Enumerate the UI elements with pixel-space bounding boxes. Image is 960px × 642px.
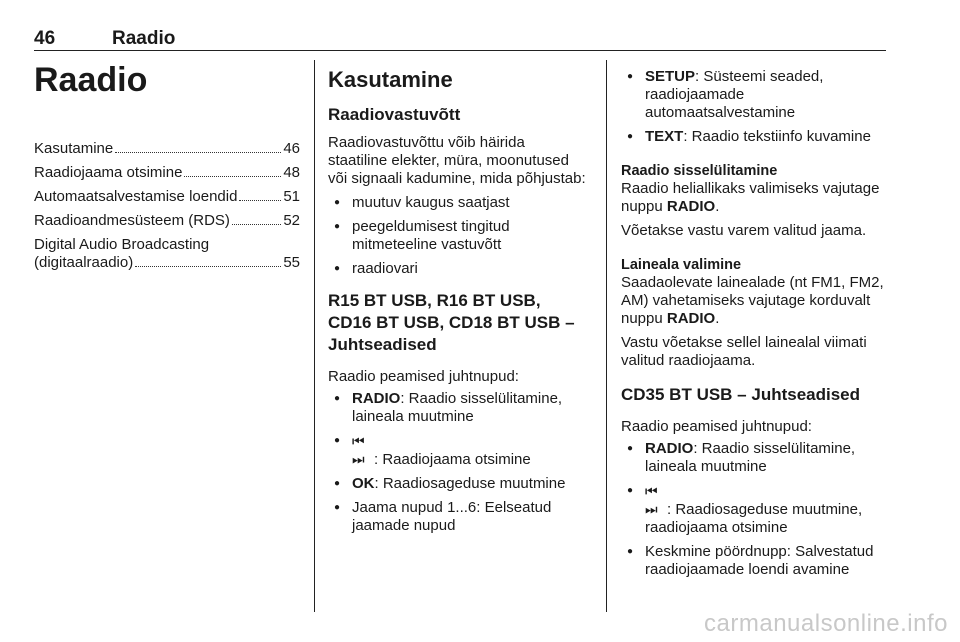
seek-icons: ⏮ ⏭	[645, 483, 657, 517]
key-label: RADIO	[645, 440, 694, 457]
text: .	[715, 310, 720, 327]
content-column-3	[621, 60, 886, 579]
watermark: carmanualsonline.info	[704, 610, 948, 637]
text: Saadaolevate lainealade (nt FM1, FM2, AM) vahetamiseks vajutage korduvalt nuppu	[621, 274, 884, 327]
item-text: : Raadio sisselülitamine, laineala muutmine	[645, 440, 856, 475]
paragraph: Võetakse vastu varem valitud jaama.	[621, 222, 867, 239]
heading-controls-r15: R15 BT USB, R16 BT USB, CD16 BT USB, CD18 BT USB – Juhtseadised	[328, 291, 575, 354]
content-column-2	[328, 60, 588, 535]
toc-page: 48	[283, 164, 300, 181]
list-item: ● Keskmine pöördnupp: Salvestatud raadiojaamade loendi avamine	[621, 543, 886, 579]
toc-entry[interactable]	[34, 188, 300, 206]
text: Raadio heliallikaks valimiseks vajutage nuppu	[621, 180, 880, 215]
heading-controls-cd35: CD35 BT USB – Juhtseadised	[621, 385, 861, 404]
key-label: TEXT	[645, 128, 684, 145]
list-item: ● muutuv kaugus saatjast	[328, 194, 588, 212]
list-item	[328, 390, 588, 426]
bullet-list	[328, 194, 588, 278]
item-text: : Raadiosageduse muutmine	[374, 475, 566, 492]
toc-label: Digital Audio Broadcasting	[34, 236, 210, 253]
column-divider	[606, 60, 607, 612]
heading-band-select: Laineala valimine	[621, 257, 742, 273]
toc-page: 52	[283, 212, 300, 229]
paragraph: Raadiovastuvõttu võib häirida staatiline elekter, müra, moonutused või signaali kadumine, mida põhjustab:	[328, 134, 586, 187]
list-item	[621, 128, 886, 146]
bullet-list	[328, 390, 588, 535]
key-label: RADIO	[666, 310, 716, 327]
seek-icons: ⏮ ⏭	[352, 433, 364, 467]
toc-label: Automaatsalvestamise loendid	[34, 188, 238, 205]
text: .	[715, 198, 720, 215]
toc-label: Raadiojaama otsimine	[34, 164, 183, 181]
toc-page: 51	[283, 188, 300, 205]
chapter-title: Raadio	[34, 61, 148, 99]
key-label: RADIO	[352, 390, 401, 407]
toc-page: 55	[283, 254, 300, 271]
bullet-list	[621, 440, 886, 579]
column-divider	[314, 60, 315, 612]
table-of-contents	[34, 140, 300, 272]
toc-column	[34, 60, 300, 278]
toc-label: Kasutamine	[34, 140, 114, 157]
key-label: RADIO	[666, 198, 716, 215]
list-item	[621, 440, 886, 476]
list-item: ● raadiovari	[328, 260, 588, 278]
toc-page: 46	[283, 140, 300, 157]
list-item	[621, 68, 886, 122]
paragraph: Vastu võetakse sellel lainealal viimati valitud raadiojaama.	[621, 334, 867, 369]
item-text: : Raadiojaama otsimine	[374, 451, 531, 468]
list-item	[621, 482, 886, 537]
paragraph	[621, 180, 886, 216]
list-item	[328, 432, 588, 469]
paragraph: Raadio peamised juhtnupud:	[328, 368, 519, 385]
paragraph	[621, 274, 886, 328]
toc-entry[interactable]	[34, 212, 300, 230]
toc-label: (digitaalraadio)	[34, 254, 134, 271]
heading-kasutamine: Kasutamine	[328, 67, 453, 92]
toc-label: Raadioandmesüsteem (RDS)	[34, 212, 230, 229]
heading-radio-on: Raadio sisselülitamine	[621, 163, 778, 179]
item-text: : Süsteemi seaded, raadiojaamade automaatsalvestamine	[645, 68, 824, 121]
heading-raadiovastuvott: Raadiovastuvõtt	[328, 105, 461, 124]
item-text: : Raadio tekstiinfo kuvamine	[683, 128, 871, 145]
list-item: ● peegeldumisest tingitud mitmeteeline vastuvõtt	[328, 218, 588, 254]
page-number: 46	[34, 28, 56, 49]
toc-entry[interactable]	[34, 164, 300, 182]
key-label: OK	[352, 475, 375, 492]
item-text: : Raadiosageduse muutmine, raadiojaama otsimine	[645, 501, 863, 536]
list-item: ● Jaama nupud 1...6: Eelseatud jaamade nupud	[328, 499, 588, 535]
bullet-list	[621, 68, 886, 146]
toc-entry[interactable]	[34, 140, 300, 158]
page-header	[34, 26, 886, 51]
key-label: SETUP	[645, 68, 696, 85]
list-item	[328, 475, 588, 493]
item-text: : Raadio sisselülitamine, laineala muutmine	[352, 390, 563, 425]
paragraph: Raadio peamised juhtnupud:	[621, 418, 812, 435]
section-title: Raadio	[112, 28, 176, 49]
toc-entry[interactable]	[34, 236, 300, 272]
